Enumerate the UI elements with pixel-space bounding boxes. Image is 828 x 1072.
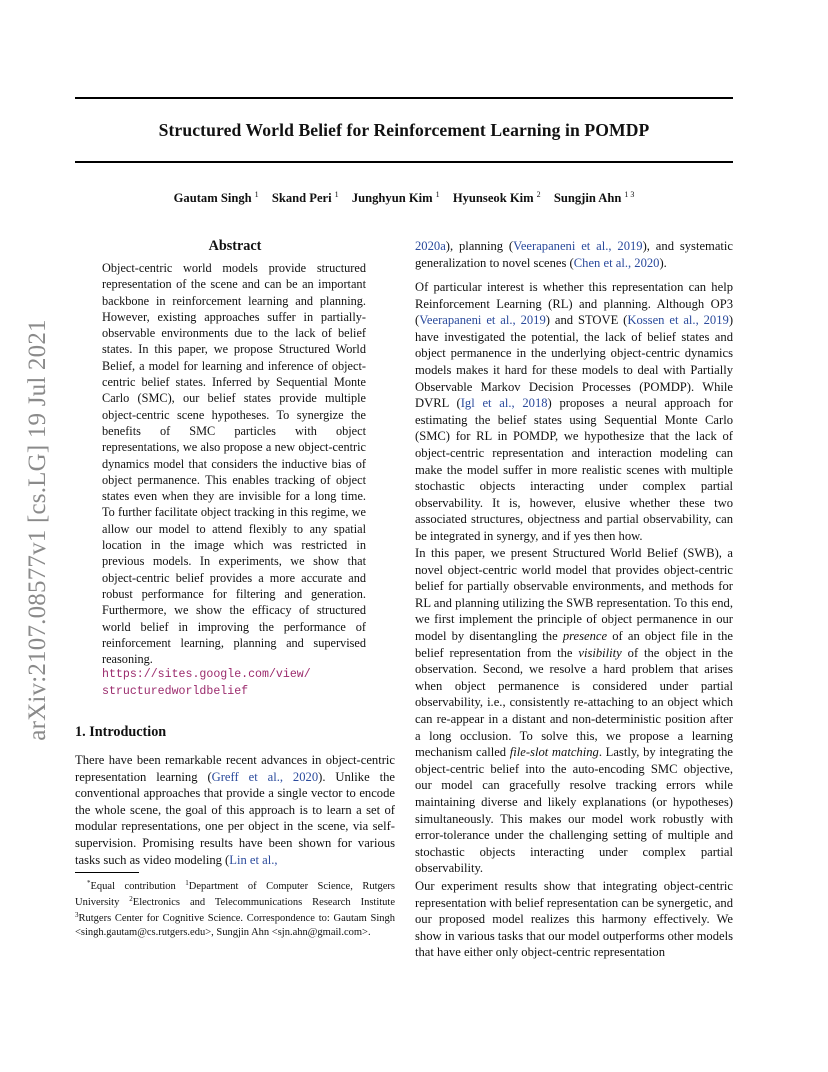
- right-paragraph-3: Our experiment results show that integrating object-centric representation with belief representation can be synergetic, and our proposed model realizes this harmony effectively. We show in various tasks that our model outperforms other models that have either only object-centric representation: [415, 879, 733, 960]
- abstract-body: [102, 260, 366, 700]
- author: Skand Peri $^1$: [271, 190, 339, 205]
- author: Gautam Singh $^1$: [173, 190, 259, 205]
- author: Sungjin Ahn $^{1 3}$: [553, 190, 635, 205]
- author: Junghyun Kim $^1$: [351, 190, 440, 205]
- project-link-cont[interactable]: structuredworldbelief: [102, 684, 249, 698]
- citation-link[interactable]: Veerapaneni et al., 2019: [513, 239, 643, 253]
- citation-link[interactable]: Lin et al.,: [229, 852, 278, 867]
- project-link[interactable]: https://sites.google.com/view/: [102, 668, 311, 682]
- right-paragraph-0: 2020a), planning (Veerapaneni et al., 2019), and systematic generalization to novel scenes (Chen et al., 2020).: [415, 239, 734, 270]
- top-rule: [75, 97, 733, 99]
- footnote: *Equal contribution $^1$Department of Computer Science, Rutgers University $^2$Electronics and Telecommunications Research Institute $^3$Rutgers Center for Cognitive Science. Correspondence to: Gautam Singh <singh.gautam@cs.rutgers.edu>, Sungjin Ahn <sjn.ahn@gmail.com>.: [75, 879, 395, 938]
- citation-link[interactable]: Greff et al., 2020: [211, 769, 319, 784]
- citation-link[interactable]: Igl et al., 2018: [460, 396, 548, 411]
- abstract-heading: Abstract: [208, 238, 262, 254]
- author-list: [75, 190, 733, 206]
- author: Hyunseok Kim $^2$: [452, 190, 541, 205]
- section-heading: 1. Introduction: [75, 724, 167, 740]
- footnote-rule: [75, 872, 139, 873]
- paper-title: Structured World Belief for Reinforcement Learning in POMDP: [158, 120, 650, 140]
- citation-link[interactable]: Kossen et al., 2019: [627, 313, 729, 328]
- citation-link[interactable]: Chen et al., 2020: [573, 255, 660, 270]
- citation-link[interactable]: Veerapaneni et al., 2019: [419, 313, 546, 328]
- abstract-text: Object-centric world models provide structured representation of the scene and can be an important backbone in reinforcement learning and planning. However, existing approaches suffer in partially-observable environments due to the lack of belief states. In this paper, we propose Structured World Belief, a model for learning and inference of object-centric belief states. Inferred by Sequential Monte Carlo (SMC), our belief states provide multiple object-centric scene hypotheses. To synergize the benefits of SMC particles with object representations, we also propose a new object-centric dynamics model that considers the inductive bias of object permanence. This enables tracking of object states even when they are invisible for a long time. To further facilitate object tracking in this regime, we allow our model to attend flexibly to any spatial location in the image which was restricted in previous models. In experiments, we show that object-centric belief provides a more accurate and robust performance for filtering and generation. Furthermore, we show the efficacy of structured world belief in improving the performance of reinforcement learning, planning and supervised reasoning.: [102, 261, 366, 667]
- right-paragraph-2: In this paper, we present Structured World Belief (SWB), a novel object-centric world model that provides object-centric belief for partially observable environments, and methods for RL and planning utilizing the SWB representation. To this end, we first implement the principle of object permanence in our model by disentangling the presence of an object file in the belief representation from the visibility of the object in the observation. Second, we resolve a hard problem that arises when object permanence is considered under partial observability, i.e., consistently re-attaching to an object which can re-appear in a distant and non-deterministic position after a long occlusion. To solve this, we propose a learning mechanism called file-slot matching. Lastly, by integrating the object-centric belief into the auto-encoding SMC objective, our model can gracefully resolve tracking errors while maintaining diverse and likely explanations (or hypotheses) simultaneously. This makes our model work robustly with error-tolerance under the challenging setting of multiple and stochastic objects interacting under complex partial observability.: [415, 546, 734, 876]
- title-rule: [75, 161, 733, 163]
- citation-link[interactable]: 2020a: [415, 239, 446, 253]
- right-paragraph-1: Of particular interest is whether this representation can help Reinforcement Learning (RL) and planning. Although OP3 (Veerapaneni et al., 2019) and STOVE (Kossen et al., 2019) have investigated the potential, the lack of belief states and object permanence in the underlying object-centric dynamics models makes it hard for these models to deal with Partially Observable Markov Decision Processes (POMDP). While DVRL (Igl et al., 2018) proposes a neural approach for estimating the belief states using Sequential Monte Carlo (SMC) for RL in POMDP, we hypothesize that the lack of object-centric representation and interaction modeling can make the model suffer in more realistic scenes with multiple stochastic objects interacting under complex partial observability. It is, however, elusive whether these two associated structures, objectness and partial observability, can be integrated in synergy, and if yes then how.: [415, 280, 734, 543]
- intro-paragraph: There have been remarkable recent advances in object-centric representation learning (Greff et al., 2020). Unlike the conventional approaches that provide a single vector to encode the whole scene, the goal of this approach is to learn a set of modular representations, one per object in the scene, via self-supervision. Promising results have been shown for various tasks such as video modeling (Lin et al.,: [75, 753, 395, 867]
